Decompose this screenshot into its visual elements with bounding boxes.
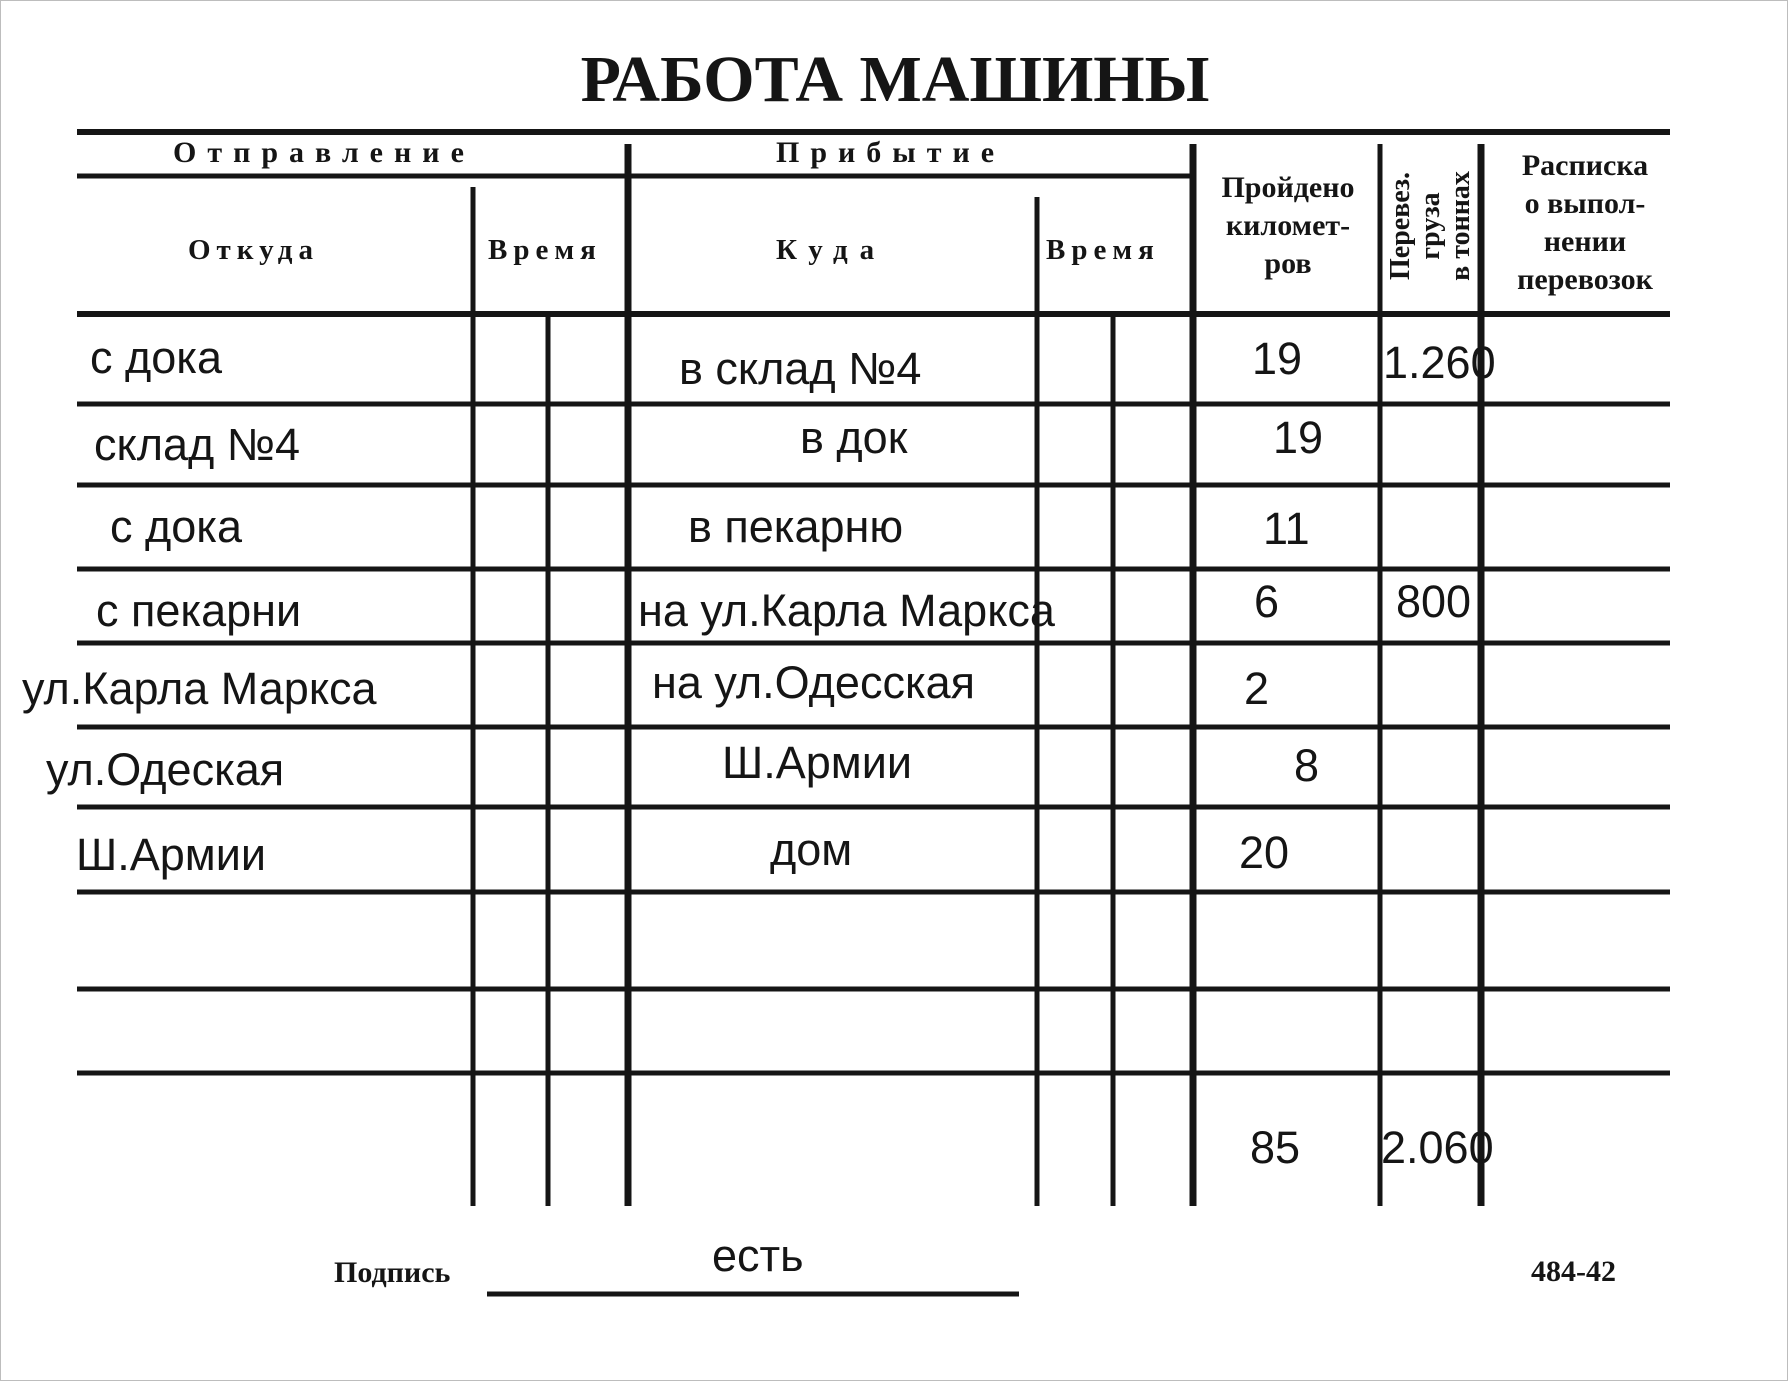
- signature-value: есть: [712, 1230, 804, 1281]
- row-4-cargo: 800: [1396, 576, 1472, 627]
- column-header-receipt: [1485, 147, 1685, 299]
- receipt-header-line-3: нении: [1543, 225, 1627, 258]
- row-1-km: 19: [1252, 333, 1303, 384]
- total-cargo: 2.060: [1381, 1122, 1494, 1173]
- form-number: 484-42: [1531, 1255, 1616, 1288]
- km-header-line-3: ров: [1264, 247, 1312, 280]
- row-5-from: ул.Карла Маркса: [22, 663, 377, 714]
- cargo-header-line-1: Перевез.: [1385, 172, 1416, 281]
- row-6-to: Ш.Армии: [722, 737, 912, 788]
- column-header-km: [1197, 169, 1379, 283]
- km-header-line-2: километ-: [1225, 209, 1351, 242]
- km-header-line-1: Пройдено: [1221, 171, 1355, 204]
- row-6-from: ул.Одеская: [46, 744, 285, 795]
- row-4-km: 6: [1254, 576, 1280, 627]
- column-header-from: Откуда: [188, 234, 319, 266]
- cargo-header-line-2: груза: [1415, 192, 1446, 260]
- row-1-to: в склад №4: [679, 343, 922, 394]
- row-7-to: дом: [770, 824, 853, 875]
- section-departure: Отправление: [173, 136, 475, 169]
- column-header-arrival-time: Время: [1046, 234, 1160, 266]
- signature-label: Подпись: [334, 1256, 451, 1289]
- row-4-from: с пекарни: [96, 585, 302, 636]
- column-header-to: Куда: [776, 234, 887, 266]
- row-3-from: с дока: [110, 501, 242, 552]
- receipt-header-line-2: о выпол-: [1524, 187, 1646, 220]
- receipt-header-line-4: перевозок: [1517, 263, 1653, 296]
- row-4-to: на ул.Карла Маркса: [638, 585, 1055, 636]
- receipt-header-line-1: Расписка: [1521, 149, 1649, 182]
- row-7-from: Ш.Армии: [76, 829, 266, 880]
- total-km: 85: [1250, 1122, 1301, 1173]
- row-3-km: 11: [1263, 503, 1310, 554]
- section-arrival: Прибытие: [776, 136, 1006, 169]
- row-5-to: на ул.Одесская: [652, 657, 976, 708]
- row-1-cargo: 1.260: [1383, 337, 1496, 388]
- row-6-km: 8: [1294, 740, 1320, 791]
- row-5-km: 2: [1244, 663, 1270, 714]
- row-3-to: в пекарню: [688, 501, 904, 552]
- row-7-km: 20: [1239, 827, 1290, 878]
- row-2-km: 19: [1273, 412, 1324, 463]
- row-2-from: склад №4: [94, 419, 301, 470]
- row-1-from: с дока: [90, 332, 222, 383]
- form-title: РАБОТА МАШИНЫ: [580, 43, 1210, 116]
- cargo-header-line-3: в тоннах: [1445, 171, 1476, 281]
- row-2-to: в док: [800, 412, 908, 463]
- column-header-departure-time: Время: [488, 234, 602, 266]
- column-header-cargo: [1386, 142, 1476, 310]
